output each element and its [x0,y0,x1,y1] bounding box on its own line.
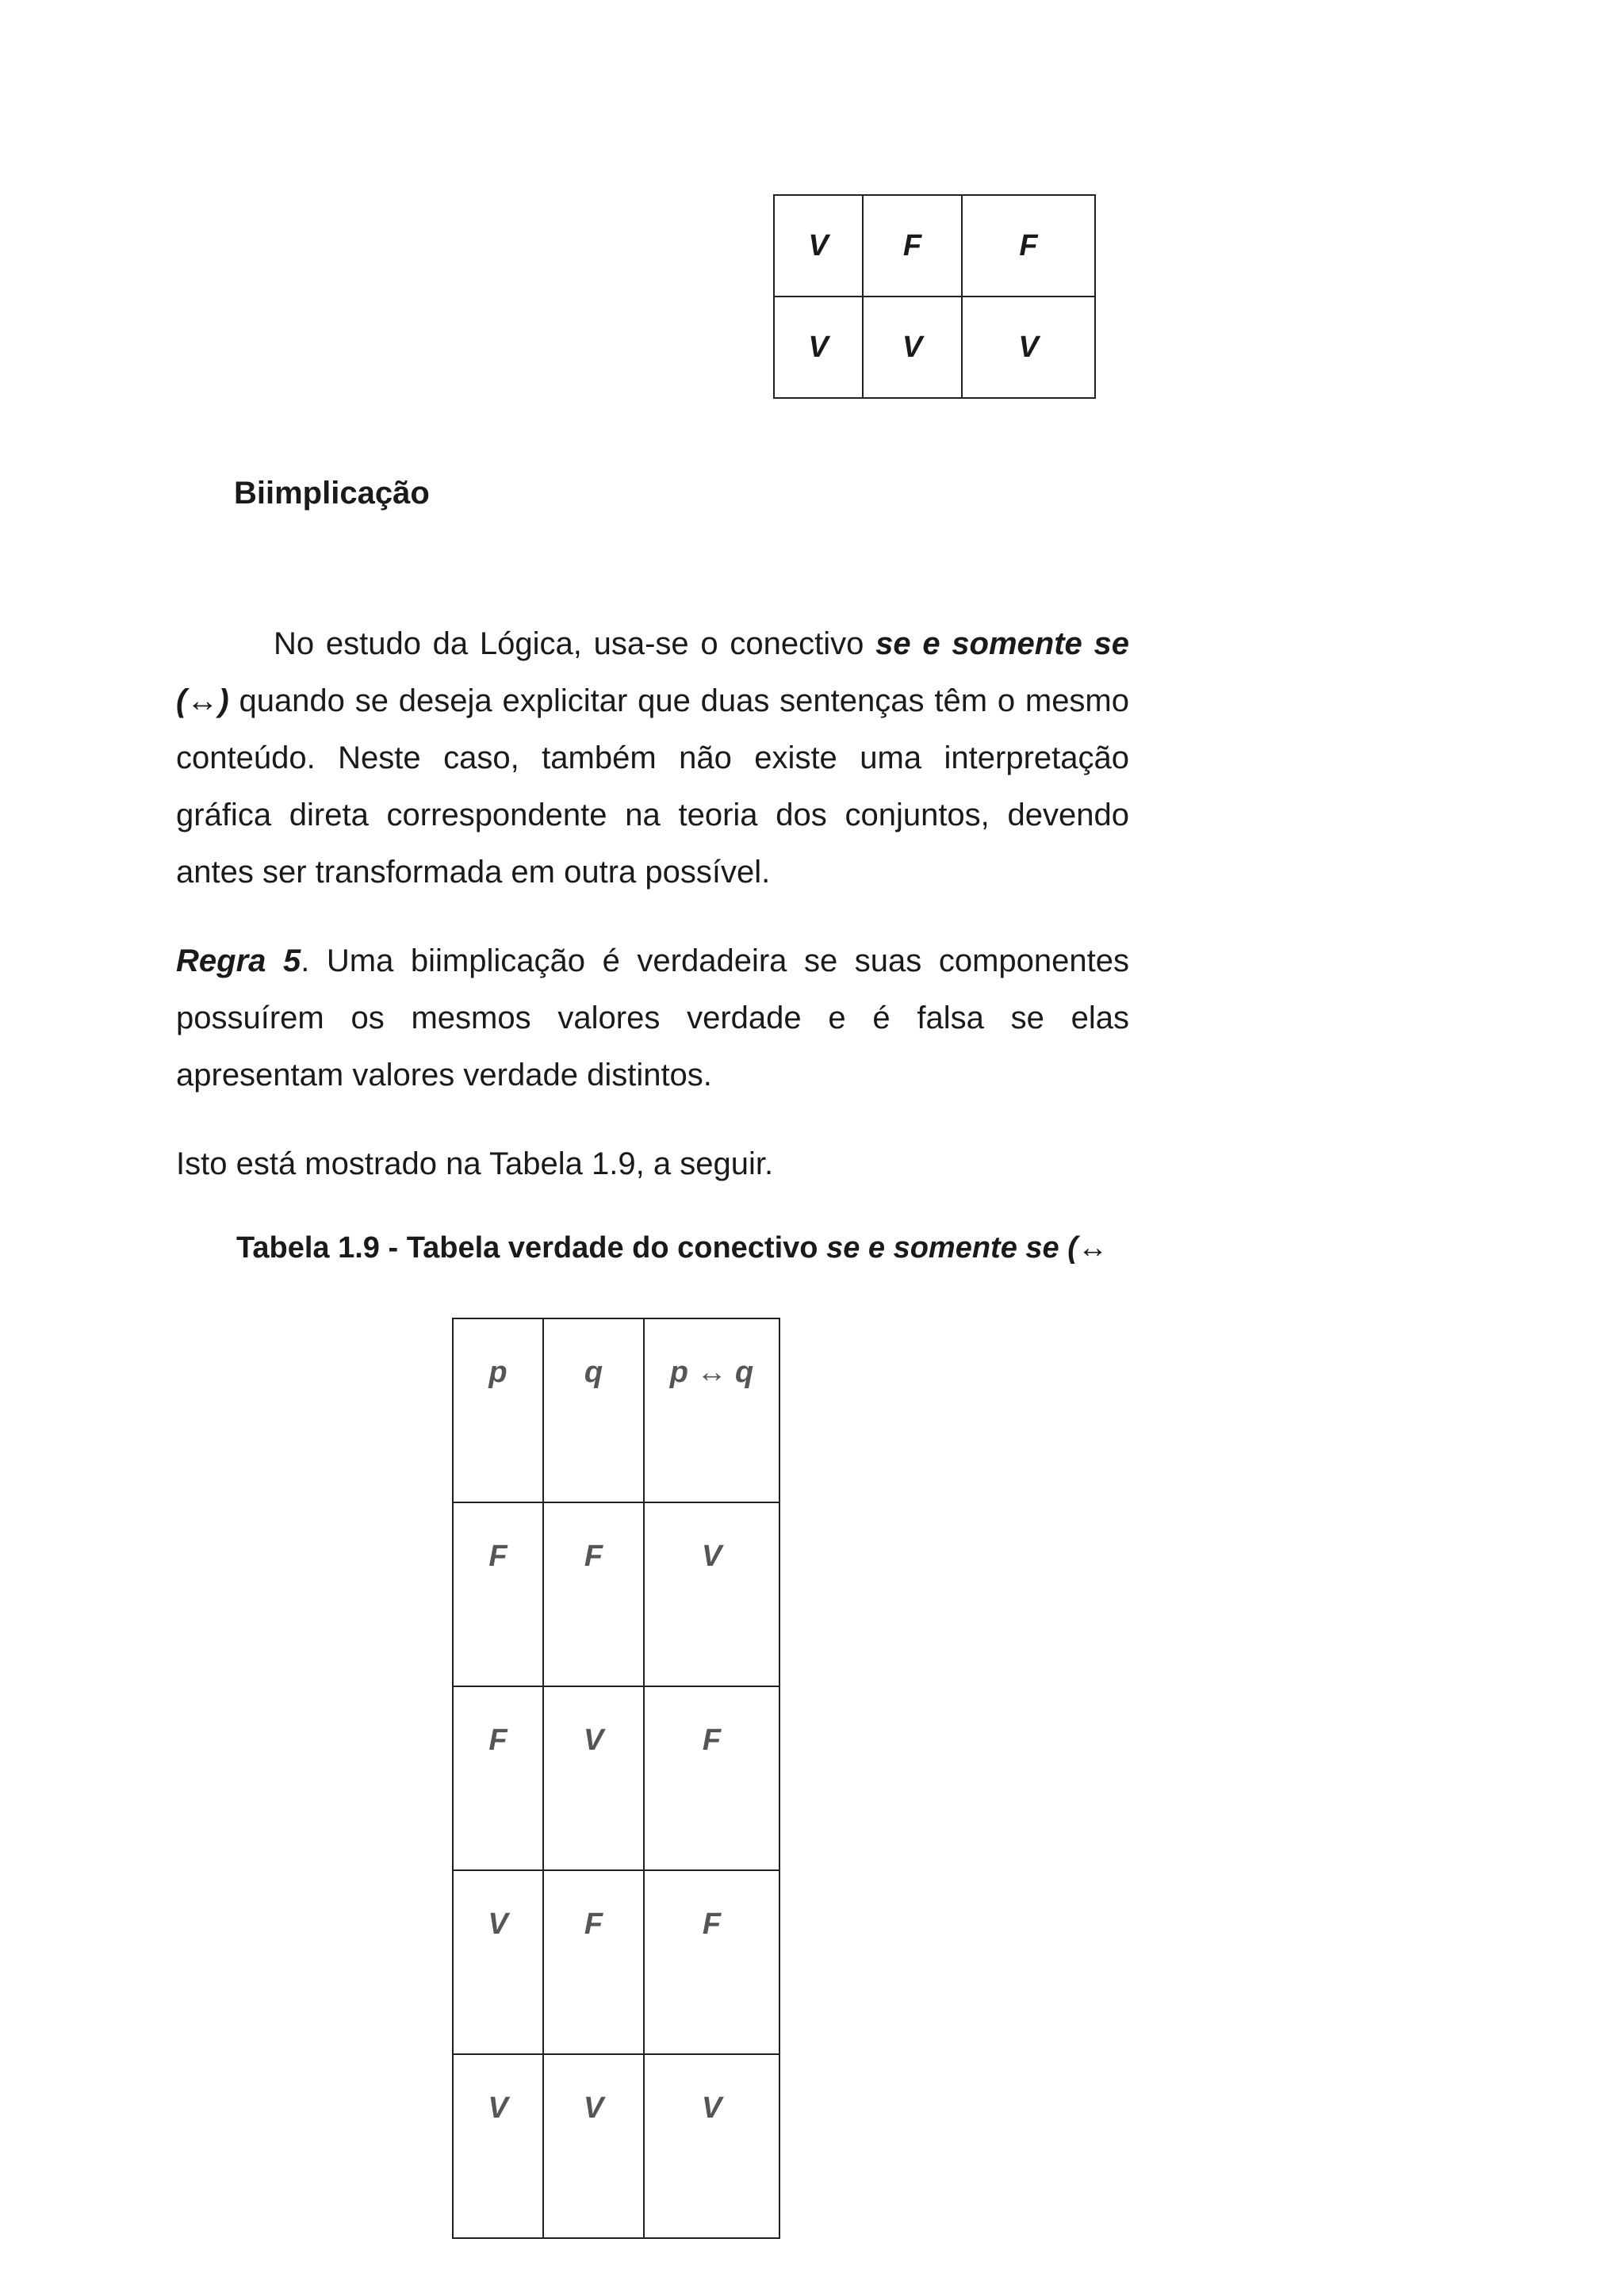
table-row [774,297,1095,398]
column-header: p ↔ q [644,1318,779,1502]
table-cell: F [962,195,1095,297]
table-cell: V [863,297,962,398]
table-row [453,1502,779,1686]
table-cell: V [543,1686,644,1870]
table-row [774,195,1095,297]
rule-paragraph [176,932,1129,1104]
table-cell: F [453,1502,543,1686]
column-header: p [453,1318,543,1502]
table-cell: V [543,2054,644,2238]
caption-prefix: Tabela 1.9 - Tabela verdade do conectivo [236,1231,827,1265]
table-cell: F [644,1686,779,1870]
table-cell: V [774,195,863,297]
table-cell: F [543,1870,644,2054]
table-cell: V [644,2054,779,2238]
intro-paragraph [176,615,1129,901]
table-row [453,1870,779,2054]
table-cell: V [644,1502,779,1686]
connective-term: se e somente se (↔) [176,626,1129,718]
table-cell: F [543,1502,644,1686]
rule-text: . Uma biimplicação é verdadeira se suas componentes possuírem os mesmos valores verdade e é falsa se elas apresentam valores verdade distintos. [176,943,1129,1093]
table-row [453,1686,779,1870]
table-cell: V [453,1870,543,2054]
table-cell: V [774,297,863,398]
truth-table-fragment [773,194,1096,399]
caption-connective: se e somente se ( [826,1231,1078,1265]
truth-table [452,1318,780,2239]
section-title: Biimplicação [234,476,430,511]
table-cell: V [453,2054,543,2238]
column-header: q [543,1318,644,1502]
rule-label: Regra 5 [176,943,301,978]
paragraph-text: No estudo da Lógica, usa-se o conectivo [274,626,876,661]
paragraph-text: quando se deseja explicitar que duas sentenças têm o mesmo conteúdo. Neste caso, também não existe uma interpretação gráfica direta correspondente na teoria dos conjuntos, devendo antes ser transformada em outra possível. [176,683,1129,890]
table-caption [236,1231,1108,1265]
table-header-row [453,1318,779,1502]
table-cell: F [644,1870,779,2054]
table-cell: F [453,1686,543,1870]
table-row [453,2054,779,2238]
caption-arrow: ↔ [1077,1231,1108,1265]
table-cell: V [962,297,1095,398]
reference-paragraph: Isto está mostrado na Tabela 1.9, a seguir. [176,1146,774,1181]
table-cell: F [863,195,962,297]
